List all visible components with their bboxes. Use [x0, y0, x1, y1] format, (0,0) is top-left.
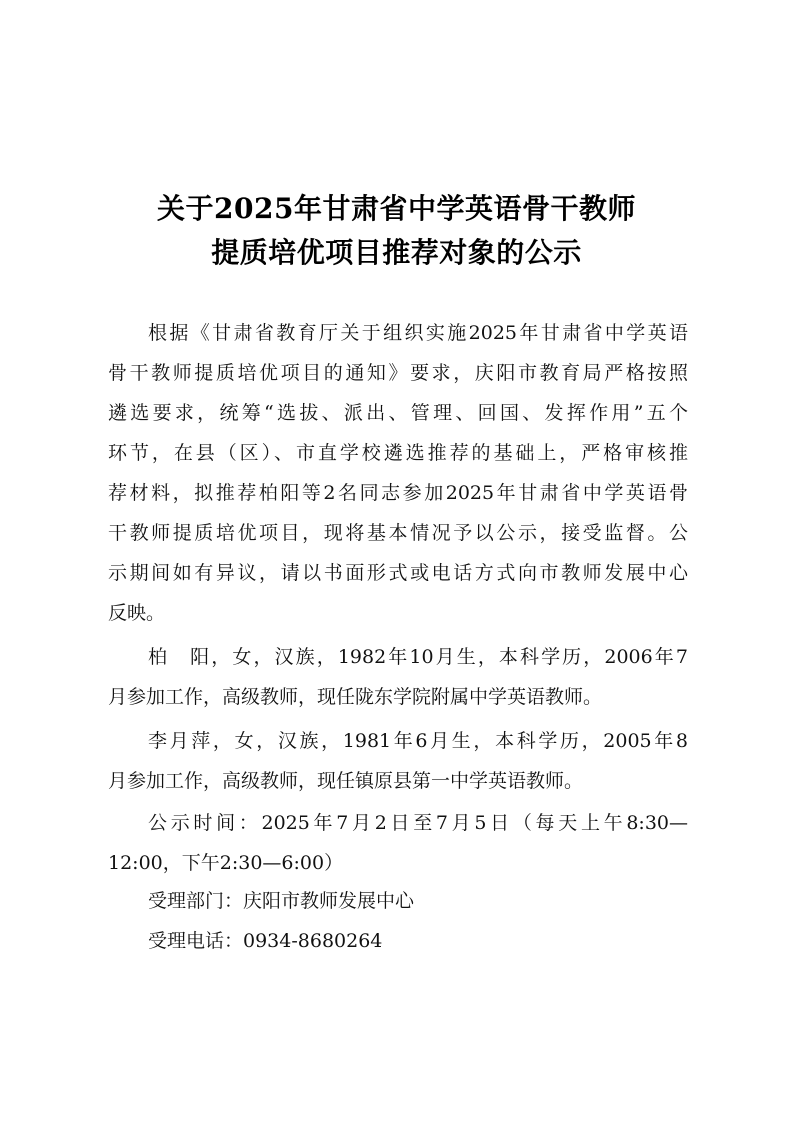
intro-paragraph-line: 骨干教师提质培优项目的通知》要求，庆阳市教育局严格按照 — [108, 362, 688, 384]
intro-paragraph-line: 环节，在县（区）、市直学校遴选推荐的基础上，严格审核推 — [108, 442, 688, 464]
phone-line: 受理电话：0934-8680264 — [148, 930, 383, 952]
intro-paragraph-line: 反映。 — [108, 602, 166, 624]
notice-time-line-2: 12:00，下午2:30—6:00） — [108, 852, 344, 874]
intro-paragraph-line: 根据《甘肃省教育厅关于组织实施2025年甘肃省中学英语 — [148, 322, 688, 344]
candidate-2-line-1: 李月萍，女，汉族，1981年6月生，本科学历，2005年8 — [148, 730, 688, 752]
department-line: 受理部门：庆阳市教师发展中心 — [148, 890, 415, 912]
candidate-1-line-1: 柏 阳，女，汉族，1982年10月生，本科学历，2006年7 — [148, 646, 688, 668]
document-title-line-1: 关于2025年甘肃省中学英语骨干教师 — [157, 192, 636, 225]
candidate-1-line-2: 月参加工作，高级教师，现任陇东学院附属中学英语教师。 — [108, 686, 603, 708]
notice-time-line-1: 公示时间：2025年7月2日至7月5日（每天上午8:30— — [148, 812, 688, 834]
intro-paragraph-line: 遴选要求，统筹“选拔、派出、管理、回国、发挥作用”五个 — [108, 402, 688, 424]
intro-paragraph-line: 示期间如有异议，请以书面形式或电话方式向市教师发展中心 — [108, 562, 688, 584]
document-title-line-2: 提质培优项目推荐对象的公示 — [211, 236, 582, 269]
intro-paragraph-line: 荐材料，拟推荐柏阳等2名同志参加2025年甘肃省中学英语骨 — [108, 482, 688, 504]
intro-paragraph-line: 干教师提质培优项目，现将基本情况予以公示，接受监督。公 — [108, 522, 688, 544]
candidate-2-line-2: 月参加工作，高级教师，现任镇原县第一中学英语教师。 — [108, 770, 584, 792]
